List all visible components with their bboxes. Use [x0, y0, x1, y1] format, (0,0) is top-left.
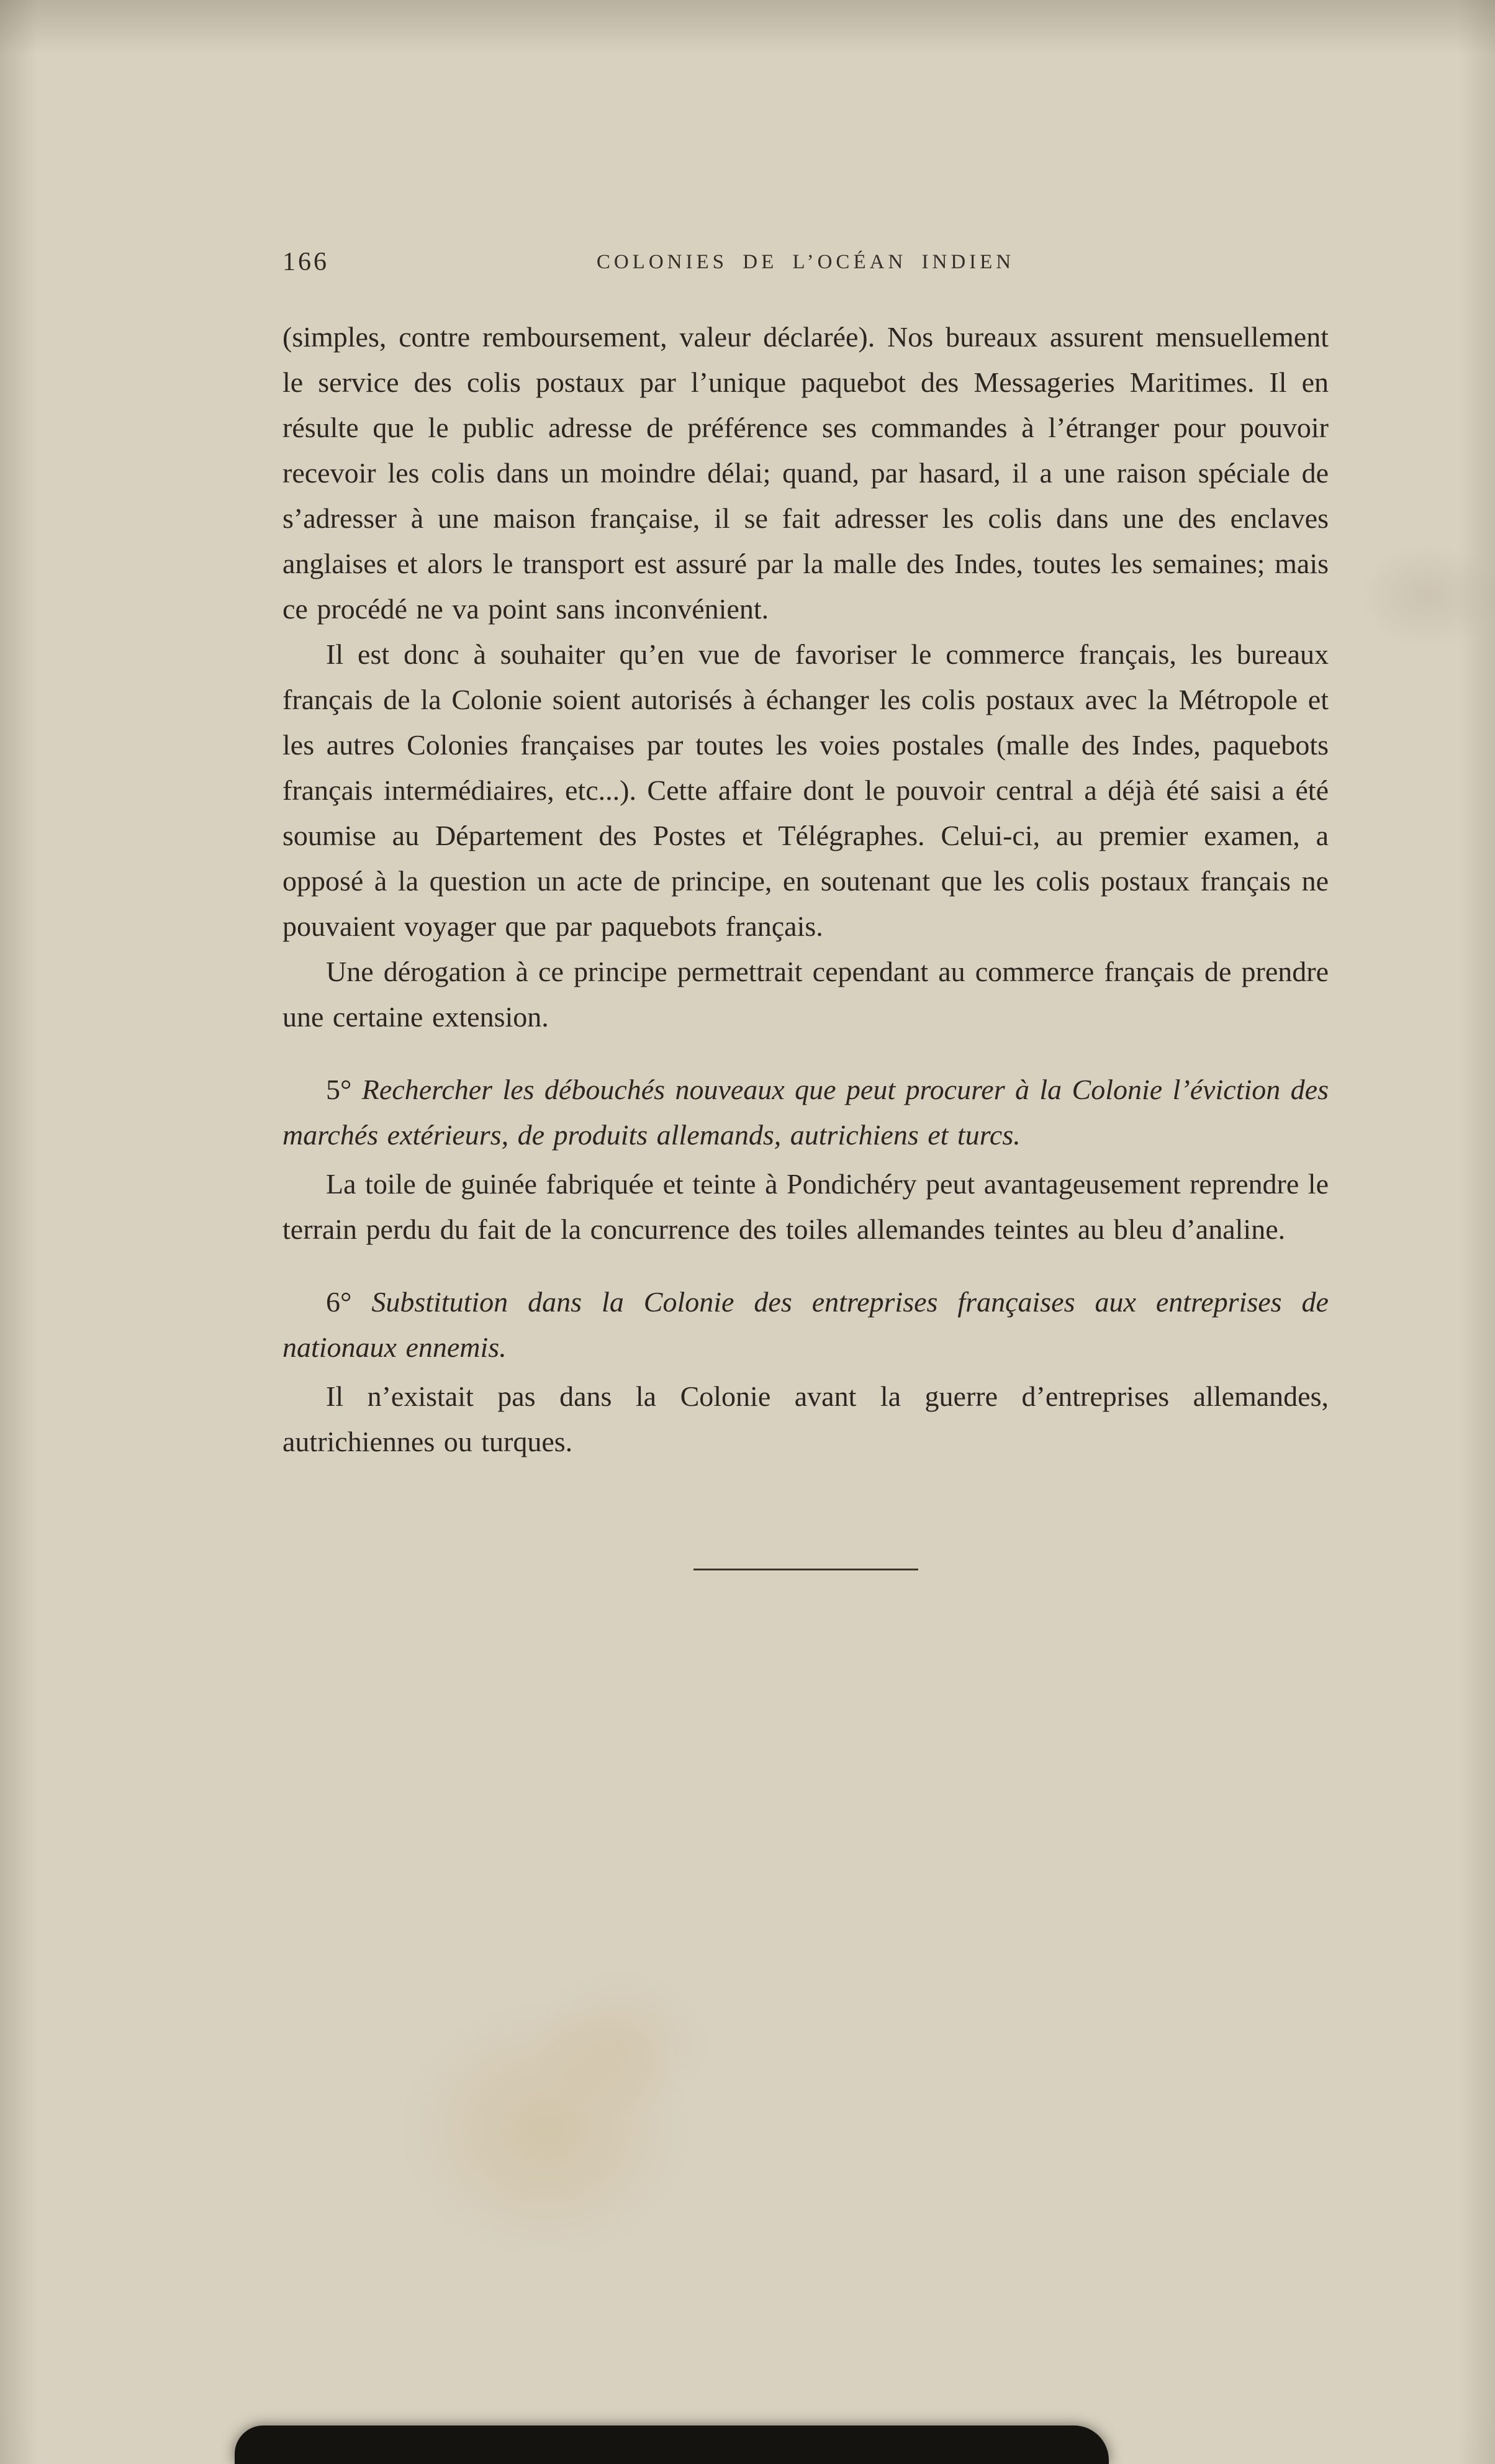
section-heading-text: Rechercher les débouchés nouveaux que peut procurer à la Colonie l’éviction des marchés extérieurs, de produits allemands, autrichiens et turcs.	[282, 1074, 1329, 1151]
section-heading-5	[282, 1067, 1329, 1157]
section-divider	[693, 1569, 918, 1570]
paragraph-continuation: (simples, contre remboursement, valeur déclarée). Nos bureaux assurent mensuellement le service des colis postaux par l’unique paquebot des Messageries Maritimes. Il en résulte que le public adresse de préférence ses commandes à l’étranger pour pouvoir recevoir les colis dans un moindre délai; quand, par hasard, il a une raison spéciale de s’adresser à une maison française, il se fait adresser les colis dans une des enclaves anglaises et alors le transport est assuré par la malle des Indes, toutes les semaines; mais ce procédé ne va point sans inconvénient.	[282, 321, 1329, 625]
section-number: 6°	[326, 1286, 372, 1318]
page-content	[282, 247, 1329, 1570]
running-title: COLONIES DE L’OCÉAN INDIEN	[596, 251, 1015, 273]
scan-edge-artifact	[235, 2426, 1109, 2464]
paragraph: La toile de guinée fabriquée et teinte à Pondichéry peut avantageusement reprendre le terrain perdu du fait de la concurrence des toiles allemandes teintes au bleu d’analine.	[282, 1168, 1329, 1245]
page-header	[282, 247, 1329, 282]
paragraph: Il est donc à souhaiter qu’en vue de favoriser le commerce français, les bureaux français de la Colonie soient autorisés à échanger les colis postaux avec la Métropole et les autres Colonies françaises par toutes les voies postales (malle des Indes, paquebots français intermédiaires, etc...). Cette affaire dont le pouvoir central a déjà été saisi a été soumise au Département des Postes et Télégraphes. Celui-ci, au premier examen, a opposé à la question un acte de principe, en soutenant que les colis postaux français ne pouvaient voyager que par paquebots français.	[282, 638, 1329, 942]
paragraph: Il n’existait pas dans la Colonie avant la guerre d’entreprises allemandes, autrichiennes ou turques.	[282, 1380, 1329, 1457]
text-block	[282, 314, 1329, 1464]
page-number: 166	[282, 248, 329, 276]
section-heading-6	[282, 1279, 1329, 1370]
paragraph: Une dérogation à ce principe permettrait cependant au commerce français de prendre une certaine extension.	[282, 956, 1329, 1033]
section-heading-text: Substitution dans la Colonie des entreprises françaises aux entreprises de nationaux ennemis.	[282, 1286, 1329, 1363]
section-number: 5°	[326, 1074, 362, 1105]
